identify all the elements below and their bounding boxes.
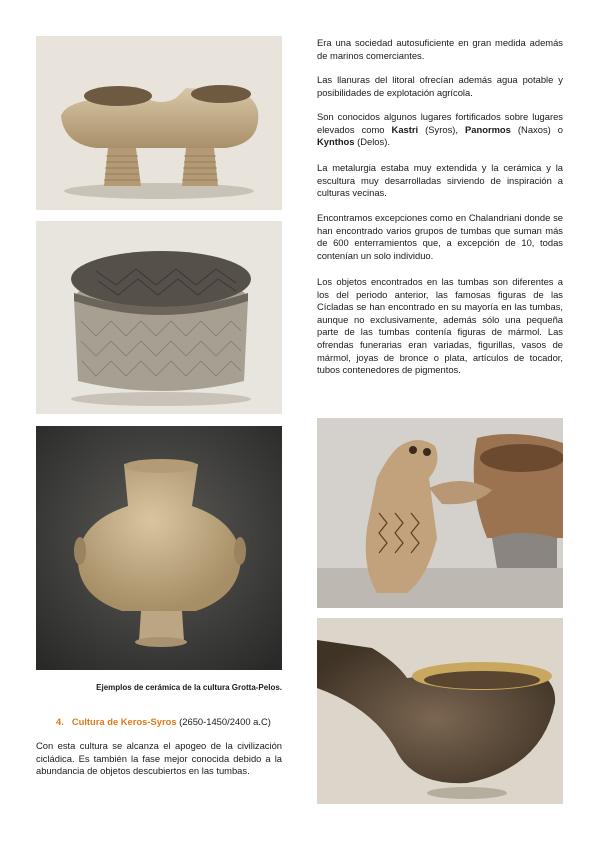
section-intro: Con esta cultura se alcanza el apogeo de la civilización cicládica. Es también la fase mejor conocida debido a la abundancia de objetos descubiertos en las tumbas. xyxy=(36,740,282,777)
photo-animal-figurine-bowl xyxy=(317,418,563,608)
text-run: (Delos). xyxy=(354,136,390,148)
photo-collared-jar xyxy=(36,426,282,670)
photo-sauceboat xyxy=(317,618,563,804)
text-run: Son conocidos algunos lugares fortificados sobre lugares elevados como xyxy=(317,111,563,135)
text-run: (Naxos) o xyxy=(510,123,564,135)
text-run: La metalurgia estaba muy extendida y la cerámica y la escultura muy desarrolladas sirviendo de inspiración a culturas vecinas. xyxy=(317,162,563,199)
figure-caption: Ejemplos de cerámica de la cultura Grotta-Pelos. xyxy=(96,683,282,692)
paragraph-2 xyxy=(317,74,563,99)
text-run: Era una sociedad autosuficiente en gran medida además de marinos comerciantes. xyxy=(317,37,563,61)
place-name: Kastri xyxy=(391,123,419,135)
place-name: Kynthos xyxy=(317,136,355,148)
text-run: Las llanuras del litoral ofrecían además agua potable y posibilidades de explotación agrícola. xyxy=(317,74,563,98)
place-name: Panormos xyxy=(465,123,511,135)
section-dates: (2650-1450/2400 a.C) xyxy=(179,716,271,727)
text-run: Encontramos excepciones como en Chalandriani donde se han encontrado varios grupos de tumbas que suman más de 600 enterramientos que, a excepción de 10, todas contenían un solo individuo. xyxy=(317,212,563,261)
text-run: (Syros), xyxy=(418,123,466,135)
paragraph-4 xyxy=(317,162,563,200)
paragraph-5 xyxy=(317,212,563,262)
paragraph-1 xyxy=(317,37,563,62)
section-number: 4. xyxy=(56,716,64,727)
paragraph-3 xyxy=(317,111,563,149)
section-heading xyxy=(56,716,271,727)
photo-double-vessel xyxy=(36,36,282,210)
text-run: Los objetos encontrados en las tumbas son diferentes a los del periodo anterior, las famosas figuras de las Cícladas se han encontrado en su mayoría en las tumbas, aunque no exclusivamente, además sólo una pequeña parte de las tumbas contenía figuras de mármol. Las ofrendas funerarias eran variadas, figurillas, vasos de mármol, joyas de bronce o plata, artículos de tocador, tubos contenedores de pigmentos. xyxy=(317,276,563,376)
section-title: Cultura de Keros-Syros xyxy=(71,716,177,727)
paragraph-6 xyxy=(317,276,563,377)
photo-pyxis-lidded-box xyxy=(36,221,282,414)
